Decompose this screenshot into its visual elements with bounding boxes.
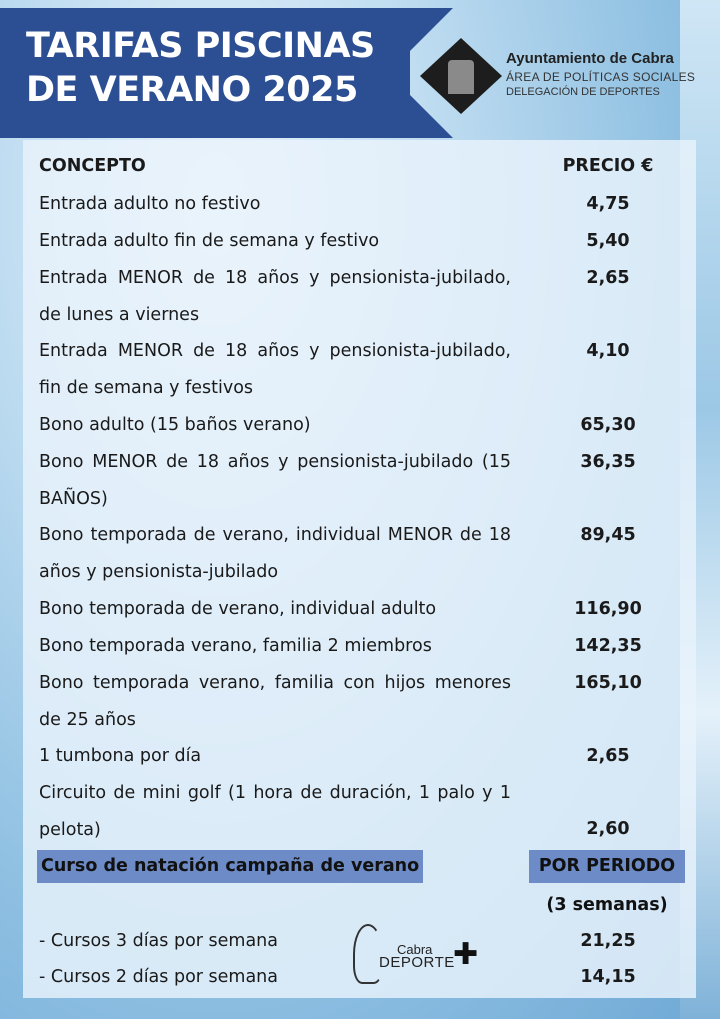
castle-icon [448,60,474,94]
price-cell: 142,35 [574,636,642,656]
org-area: ÁREA DE POLÍTICAS SOCIALES [506,70,696,84]
concept-cell: Bono temporada verano, familia 2 miembros [39,636,432,656]
price-cell: 2,60 [586,819,630,839]
concept-cell: Entrada adulto fin de semana y festivo [39,231,380,251]
price-cell: 5,40 [586,231,630,251]
concept-cell: Bono adulto (15 baños verano) [39,415,311,435]
concept-column-header: CONCEPTO [39,156,146,176]
concept-cell: Bono temporada verano, familia con hijos menores de 25 años [39,673,511,730]
org-name: Ayuntamiento de Cabra [506,50,674,67]
price-cell: 2,65 [586,746,630,766]
period-header: POR PERIODO [529,850,685,883]
swim-course-header: Curso de natación campaña de verano [37,850,423,883]
org-delegation: DELEGACIÓN DE DEPORTES [506,86,660,98]
concept-cell: 1 tumbona por día [39,746,202,766]
page-title [26,24,396,112]
concept-cell: Circuito de mini golf (1 hora de duración, 1 palo y 1 pelota) [39,783,511,840]
concept-cell: Bono temporada de verano, individual MENOR de 18 años y pensionista-jubilado [39,525,511,582]
plus-icon: ✚ [453,937,479,972]
logo-deporte-text: DEPORTE [379,954,455,971]
course-price: 14,15 [580,967,636,987]
title-line-2: DE VERANO 2025 [26,70,358,110]
price-cell: 65,30 [580,415,636,435]
course-label: - Cursos 3 días por semana [39,931,279,951]
price-cell: 116,90 [574,599,642,619]
price-cell: 36,35 [580,452,636,472]
course-label: - Cursos 2 días por semana [39,967,279,987]
price-column-header: PRECIO € [562,156,654,176]
course-price: 21,25 [580,931,636,951]
price-cell: 89,45 [580,525,636,545]
price-cell: 4,75 [586,194,630,214]
price-table-panel [23,140,696,998]
cabra-deporte-logo [353,920,483,986]
price-cell: 165,10 [574,673,642,693]
concept-cell: Entrada MENOR de 18 años y pensionista-jubilado, fin de semana y festivos [39,341,511,398]
ayuntamiento-logo [420,38,700,118]
concept-cell: Entrada adulto no festivo [39,194,261,214]
period-subtitle: (3 semanas) [546,895,668,915]
concept-cell: Bono MENOR de 18 años y pensionista-jubilado (15 BAÑOS) [39,452,511,509]
title-line-1: TARIFAS PISCINAS [26,26,375,66]
concept-cell: Entrada MENOR de 18 años y pensionista-jubilado, de lunes a viernes [39,268,511,325]
price-cell: 2,65 [586,268,630,288]
concept-cell: Bono temporada de verano, individual adulto [39,599,437,619]
price-cell: 4,10 [586,341,630,361]
logo-cabra-text: Cabra [397,942,433,957]
